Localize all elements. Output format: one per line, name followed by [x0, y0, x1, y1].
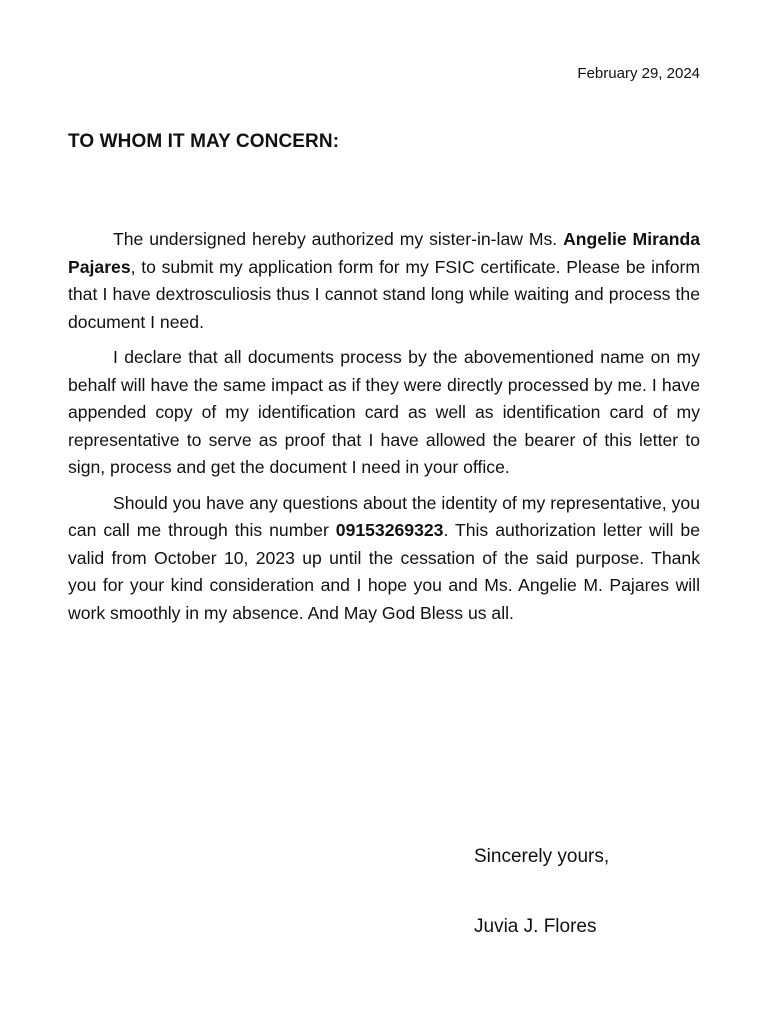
salutation-heading: TO WHOM IT MAY CONCERN:: [68, 131, 340, 152]
closing-line: Sincerely yours,: [474, 846, 610, 867]
paragraph1-rest: , to submit my application form for my FSIC certificate. Please be inform that I have dextrosculiosis thus I cannot stand long while waiting and process the document I need.: [68, 256, 700, 332]
paragraph3-intro: Should you have any questions about the identity of my representative, you can call me through this number: [68, 492, 700, 540]
letter-date: February 29, 2024: [577, 65, 700, 82]
letter-body: [68, 226, 700, 635]
paragraph-declaration: I declare that all documents process by the abovementioned name on my behalf will have the same impact as if they were directly processed by me. I have appended copy of my identification card as well as identification card of my representative to serve as proof that I have allowed the bearer of this letter to sign, process and get the document I need in your office.: [68, 347, 700, 477]
signatory-name: Juvia J. Flores: [474, 916, 597, 937]
paragraph-authorization: [68, 226, 700, 336]
paragraph-contact: [68, 490, 700, 628]
contact-number: 09153269323: [335, 520, 444, 540]
paragraph1-intro: The undersigned hereby authorized my sister-in-law Ms.: [113, 229, 564, 249]
paragraph3-rest: . This authorization letter will be valid from October 10, 2023 up until the cessation of the said purpose. Thank you for your kind consideration and I hope you and Ms. Angelie M. Pajares will work smoothly in my absence. And May God Bless us all.: [68, 520, 700, 623]
representative-name: Angelie Miranda Pajares: [68, 229, 700, 277]
